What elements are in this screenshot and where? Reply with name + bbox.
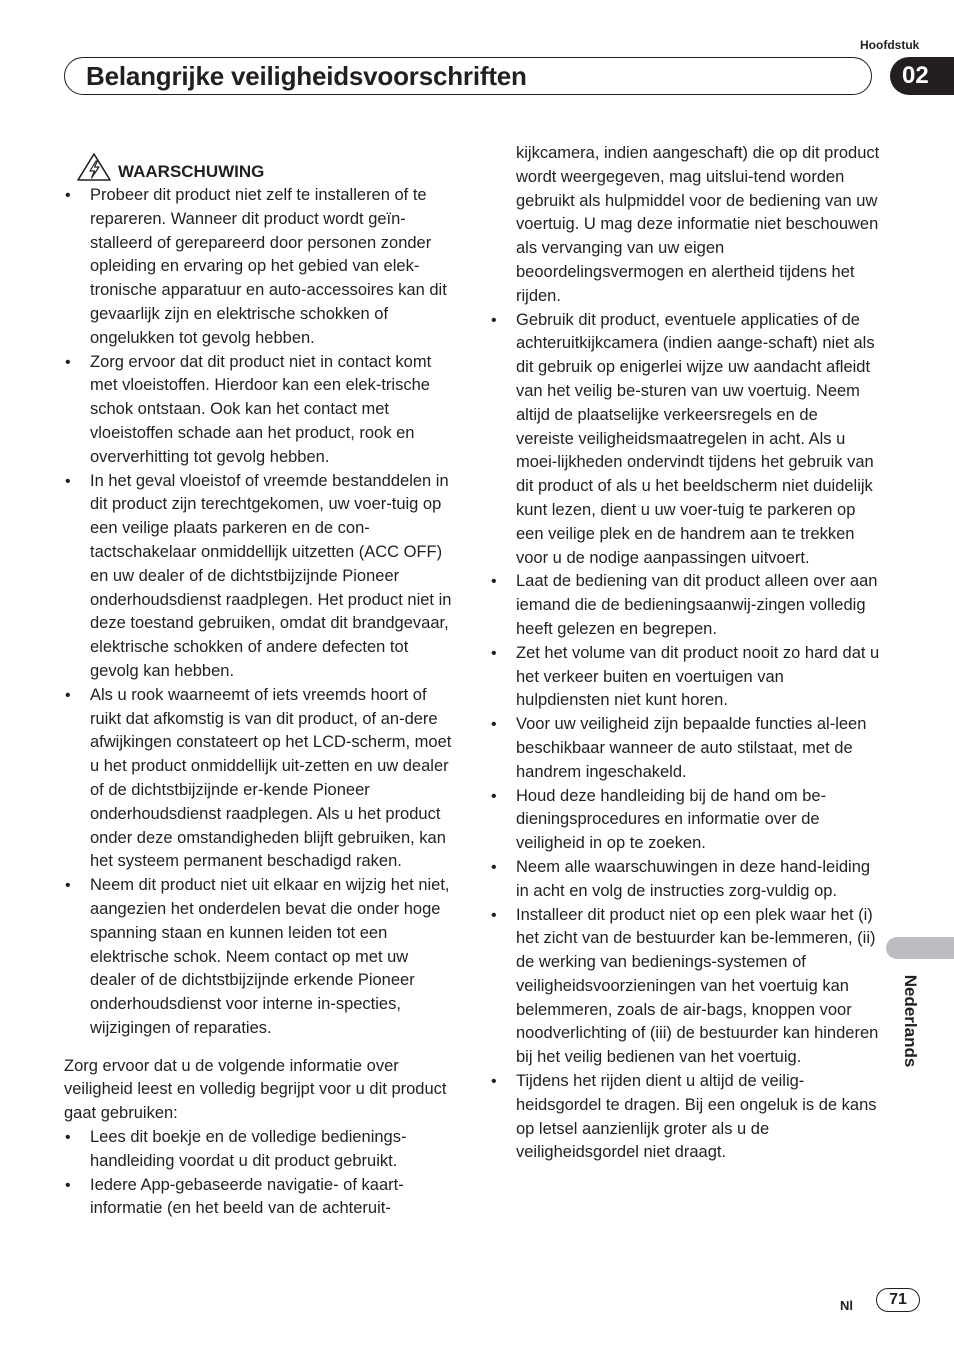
list-item: • Installeer dit product niet op een plek waar het (i) het zicht van de bestuurder kan be-lemmeren, (ii) de werking van bedienings-systemen of veiligheidsvoorzieningen van het voertuig kan belemmeren, zoals de air-bags, knoppen voor noodverlichting of (iii) de bestuurder kan hinderen bij het veilig bedienen van het voertuig. — [490, 904, 880, 1071]
warning-heading — [64, 160, 454, 184]
warning-list — [64, 184, 454, 1041]
page-number: 71 — [876, 1288, 920, 1312]
list-item: • Voor uw veiligheid zijn bepaalde functies al-leen beschikbaar wanneer de auto stilstaat, met de handrem ingeschakeld. — [490, 713, 880, 784]
warning-triangle-lightning-icon — [76, 152, 112, 182]
list-item: • Tijdens het rijden dient u altijd de veilig-heidsgordel te dragen. Bij een ongeluk is de kans op letsel aanzienlijk groter als u de veiligheidsgordel niet draagt. — [490, 1070, 880, 1165]
list-item: • Zet het volume van dit product nooit zo hard dat u het verkeer buiten en voertuigen van hulpdiensten niet kunt horen. — [490, 642, 880, 713]
language-label: Nederlands — [901, 974, 920, 1068]
page-title: Belangrijke veiligheidsvoorschriften — [86, 61, 527, 91]
list-item: • In het geval vloeistof of vreemde bestanddelen in dit product zijn terechtgekomen, uw voer-tuig op een veilige plaats parkeren en de con-tactschakelaar onmiddellijk uitzetten (ACC OFF) en uw dealer of de dichtstbijzijnde Pioneer onderhoudsdienst raadplegen. Het product niet in deze toestand gebruiken, omdat dit brandgevaar, elektrische schokken of andere defecten tot gevolg kan hebben. — [64, 470, 454, 684]
safety-list — [490, 309, 880, 1166]
left-column — [64, 160, 454, 1221]
intro-paragraph: Zorg ervoor dat u de volgende informatie over veiligheid leest en volledig begrijpt voor u dit product gaat gebruiken: — [64, 1056, 447, 1123]
list-item: • Neem alle waarschuwingen in deze hand-leiding in acht en volg de instructies zorg-vuldig op. — [490, 856, 880, 904]
chapter-number-tab: 02 — [890, 57, 954, 95]
list-item: • Als u rook waarneemt of iets vreemds hoort of ruikt dat afkomstig is van dit product, of an-dere afwijkingen constateert op het LCD-scherm, moet u het product onmiddellijk uit-zetten en uw dealer of de dichtstbijzijnde er-kende Pioneer onderhoudsdienst raadplegen. Als u het product onder deze omstandigheden blijft gebruiken, kan het systeem permanent beschadigd raken. — [64, 684, 454, 874]
list-item: • Probeer dit product niet zelf te installeren of te repareren. Wanneer dit product wordt geïn-stalleerd of gerepareerd door personen zonder opleiding en ervaring op het gebied van elek-tronische apparatuur en auto-accessoires kan dit gevaarlijk zijn en elektrische schokken of ongelukken tot gevolg hebben. — [64, 184, 454, 351]
list-item: • Lees dit boekje en de volledige bedienings-handleiding voordat u dit product gebruikt. — [64, 1126, 454, 1174]
list-item: • Neem dit product niet uit elkaar en wijzig het niet, aangezien het onderdelen bevat die onder hoge spanning staan en kunnen leiden tot een elektrische schok. Neem contact op met uw dealer of de dichtstbijzijnde erkende Pioneer onderhoudsdienst voor interne in-specties, wijzigingen of reparaties. — [64, 874, 454, 1041]
list-item: • Houd deze handleiding bij de hand om be-dieningsprocedures en informatie over de veiligheid in op te zoeken. — [490, 785, 880, 856]
language-side-label — [898, 963, 922, 1079]
list-item: • Laat de bediening van dit product alleen over aan iemand die de bedieningsaanwij-zingen volledig heeft gelezen en begrepen. — [490, 570, 880, 641]
continued-text: kijkcamera, indien aangeschaft) die op dit product wordt weergegeven, mag uitslui-tend worden gebruikt als hulpmiddel voor de bediening van uw voertuig. U mag deze informatie niet beschouwen als vervanging van uw eigen beoordelingsvermogen en alertheid tijdens het rijden. — [516, 144, 880, 305]
language-code: Nl — [840, 1298, 853, 1313]
right-column — [490, 142, 880, 1165]
list-item: • Zorg ervoor dat dit product niet in contact komt met vloeistoffen. Hierdoor kan een elek-trische schok ontstaan. Ook kan het contact met vloeistoffen schade aan het product, rook en oververhitting tot gevolg hebben. — [64, 351, 454, 470]
chapter-label: Hoofdstuk — [860, 38, 920, 52]
list-item: • Iedere App-gebaseerde navigatie- of kaart-informatie (en het beeld van de achteruit- — [64, 1174, 454, 1222]
language-tab — [886, 937, 954, 959]
warning-label: WAARSCHUWING — [118, 162, 265, 182]
info-list — [64, 1126, 454, 1221]
list-item: • Gebruik dit product, eventuele applicaties of de achteruitkijkcamera (indien aange-schaft) niet als dit gebruik op enigerlei wijze uw aandacht afleidt van het veilig be-sturen van uw voertuig. Neem altijd de plaatselijke verkeersregels en de vereiste veiligheidsmaatregelen in acht. Als u moei-lijkheden ondervindt tijdens het gebruik van dit product of als u het beeldscherm niet duidelijk kunt lezen, dient u uw voer-tuig te parkeren op een veilige plek en de handrem aan te trekken voor u de nodige aanpassingen uitvoert. — [490, 309, 880, 571]
